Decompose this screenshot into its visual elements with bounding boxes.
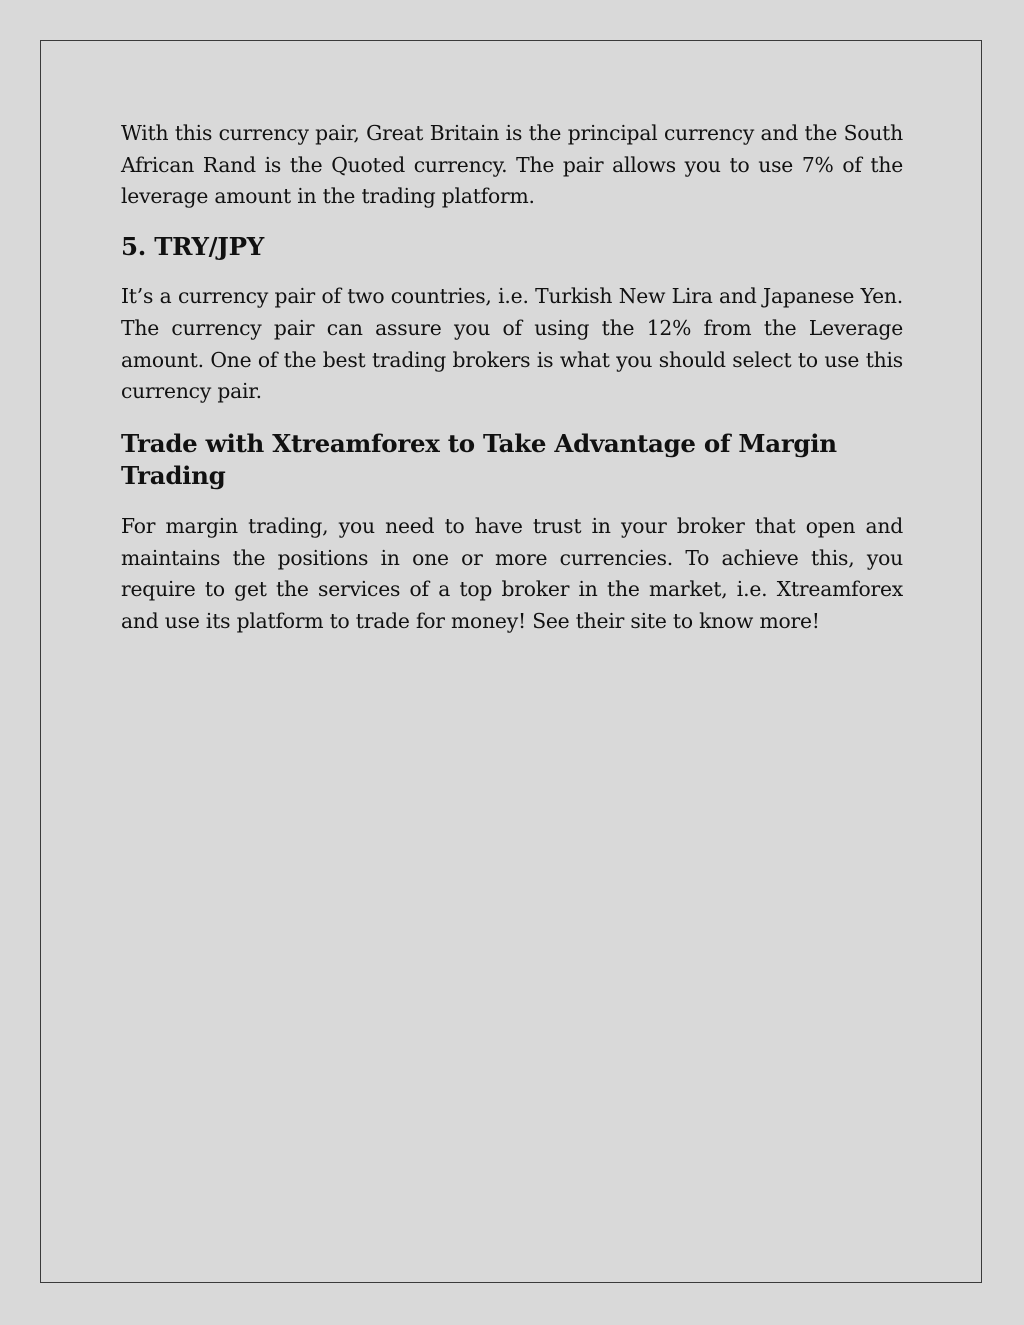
paragraph-gbp-zar: With this currency pair, Great Britain is the principal currency and the South African Rand is the Quoted currency. The pair allows you to use 7% of the leverage amount in the trading platform. — [121, 121, 903, 209]
section-heading-xtreamforex: Trade with Xtreamforex to Take Advantage of Margin Trading — [121, 428, 837, 490]
paragraph-xtreamforex: For margin trading, you need to have trust in your broker that open and maintains the positions in one or more currencies. To achieve this, you require to get the services of a top broker in the market, i.e. Xtreamforex and use its platform to trade for money! See their site to know more! — [121, 513, 903, 634]
paragraph-try-jpy: It’s a currency pair of two countries, i.e. Turkish New Lira and Japanese Yen. The currency pair can assure you of using the 12% from the Leverage amount. One of the best trading brokers is what you should select to use this currency pair. — [121, 284, 903, 404]
document-body — [121, 118, 903, 638]
section-heading-try-jpy: 5. TRY/JPY — [121, 232, 264, 262]
